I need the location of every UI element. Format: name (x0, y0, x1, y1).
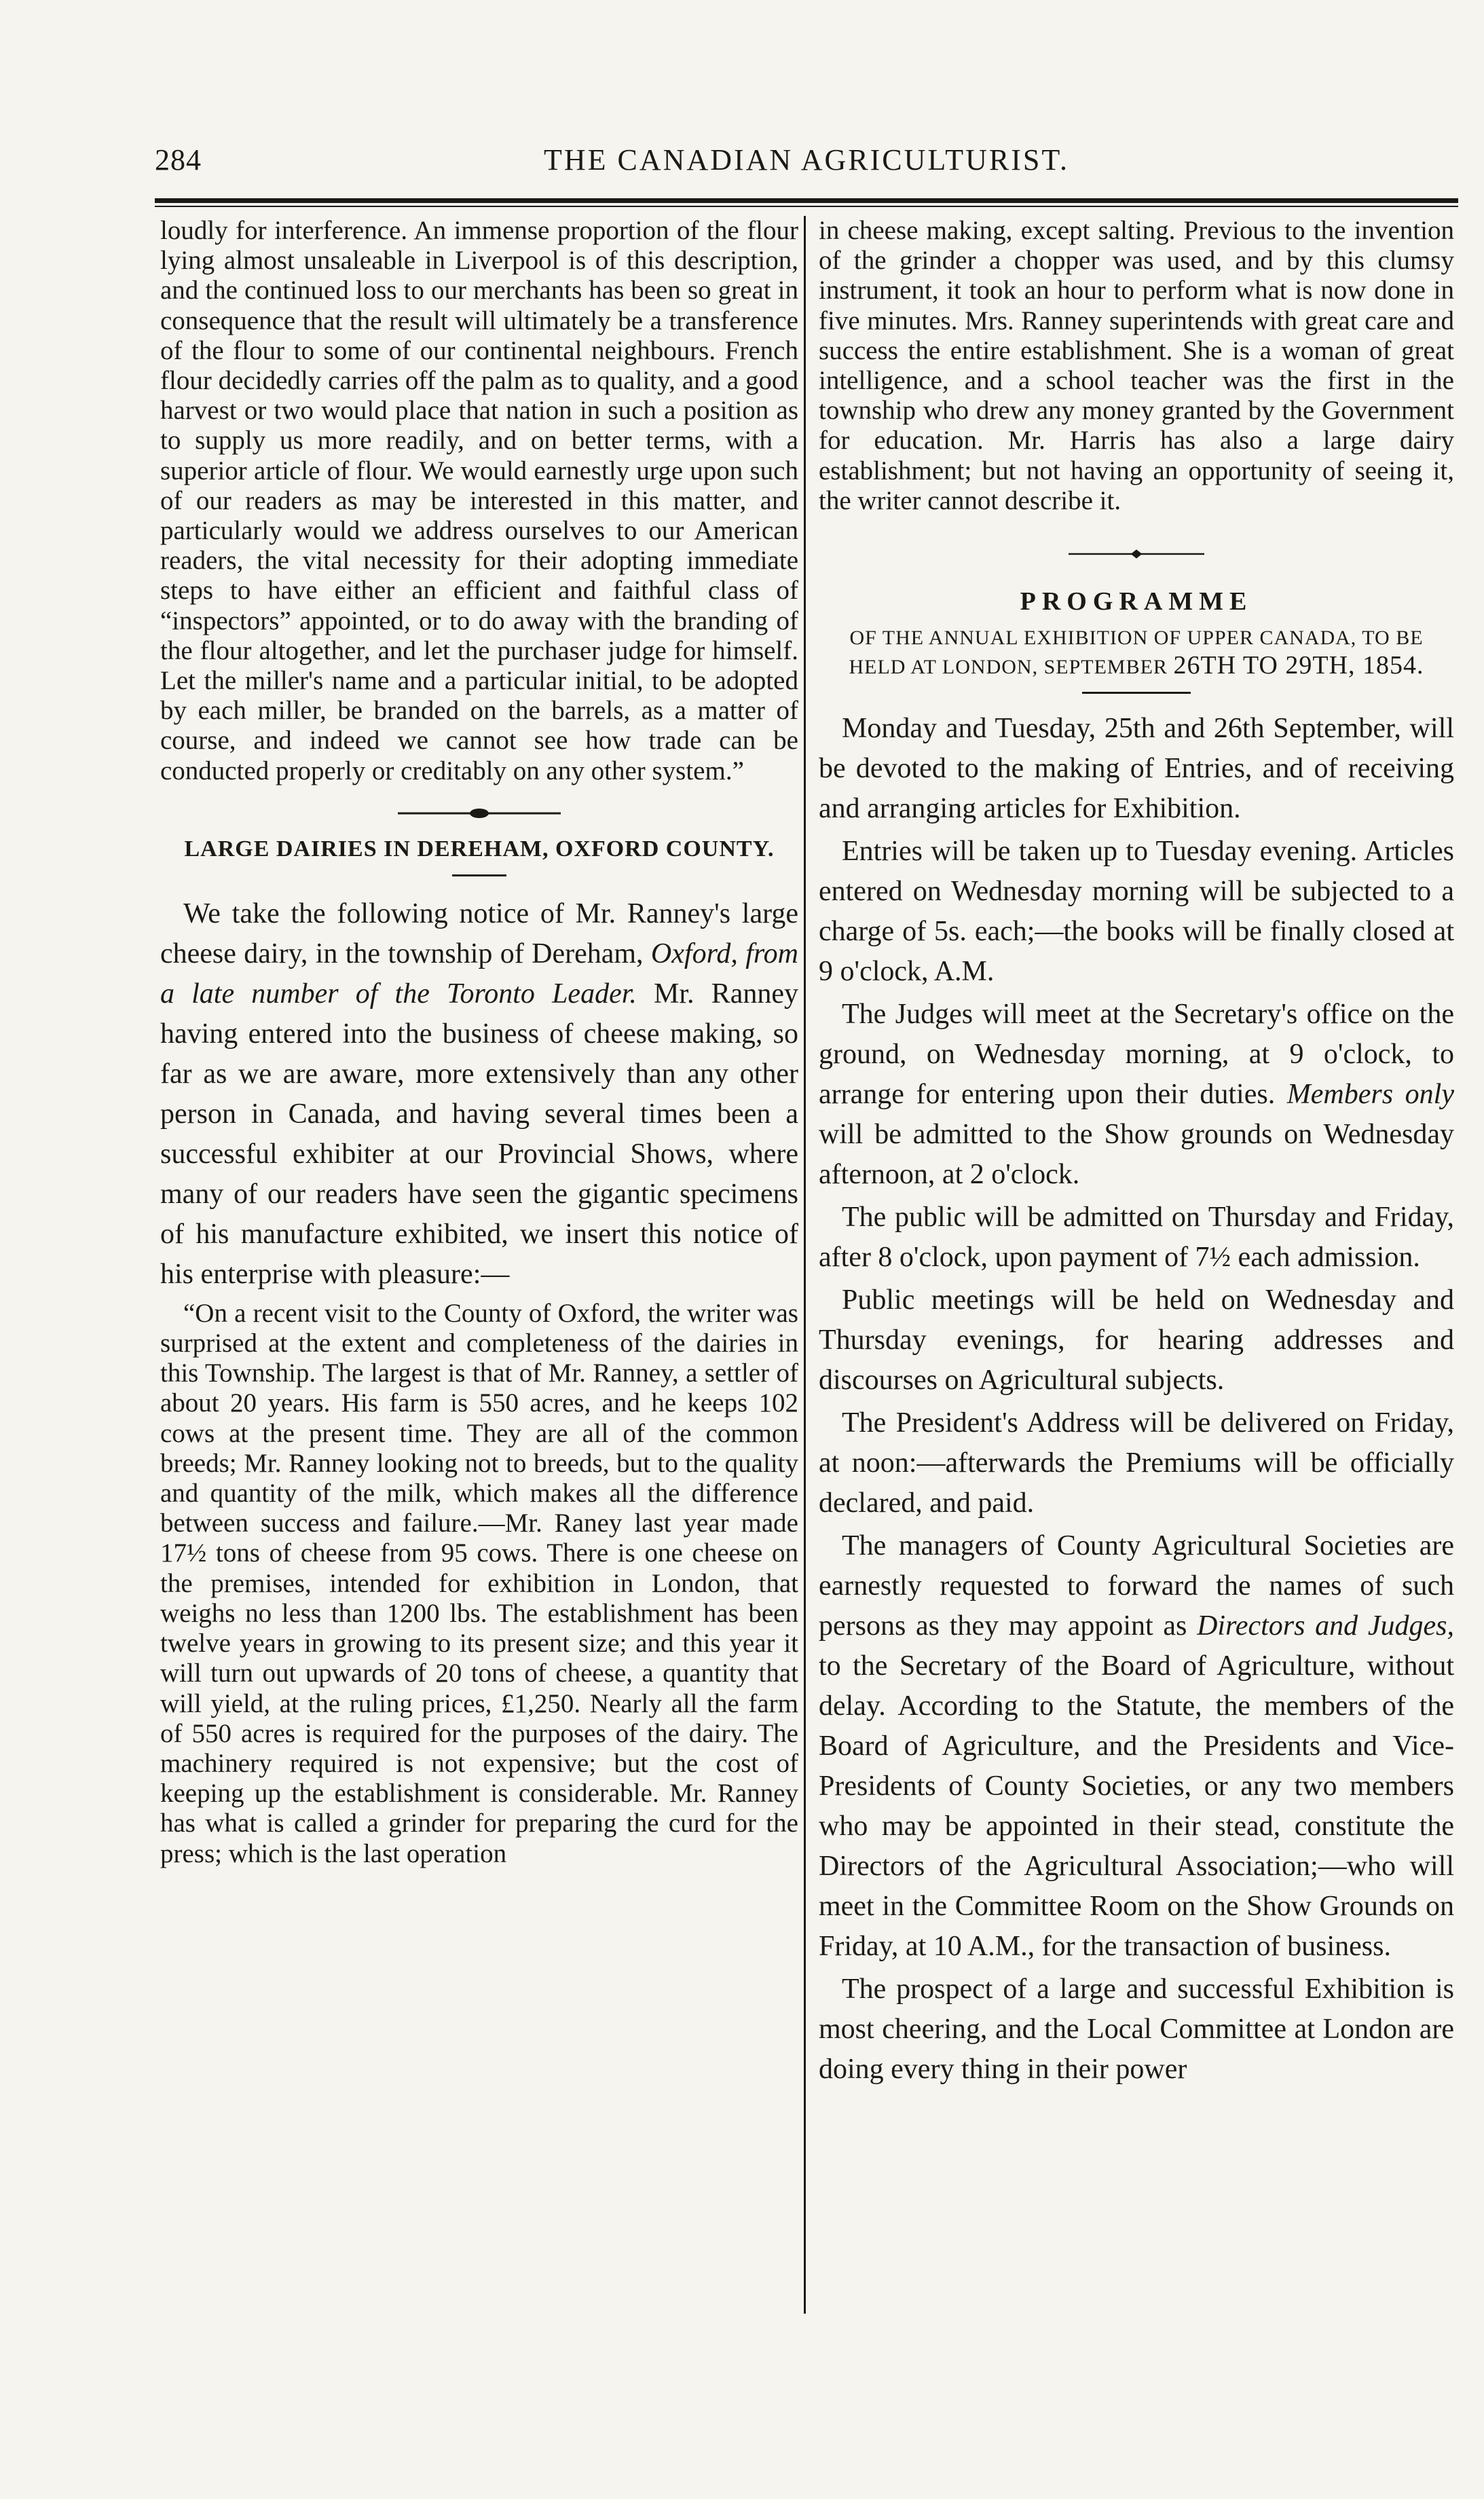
programme-paragraph-1: Monday and Tuesday, 25th and 26th September, will be devoted to the making of Entries, and of receiving and arranging articles for Exhibition. (819, 713, 1454, 825)
programme-rule (1082, 692, 1191, 694)
section-ornament (398, 807, 561, 820)
p3-text: The Judges will meet at the Secretary's office on the ground, on Wednesday morning, at 9 o'clock, to arrange for entering upon their duties. (819, 999, 1454, 1111)
programme-paragraph-7 (819, 1526, 1454, 1967)
header-rule-thick (155, 198, 1458, 203)
programme-subtitle (826, 625, 1447, 681)
intro-italic-text: Oxford, from a late number of the Toronto Leader. (160, 938, 798, 1010)
p7-italic-text: Directors and Judges, (1197, 1610, 1455, 1642)
right-column (819, 216, 1454, 2092)
p3-text-continued: will be admitted to the Show grounds on Wednesday afternoon, at 2 o'clock. (819, 1119, 1454, 1191)
programme-subtitle-text: OF THE ANNUAL EXHIBITION OF UPPER CANADA, TO BE HELD AT LONDON, SEPTEMBER (849, 627, 1424, 679)
intro-text: We take the following notice of Mr. Ranney's large cheese dairy, in the township of Dereham, (160, 897, 798, 969)
programme-paragraph-6: The President's Address will be delivered on Friday, at noon:—afterwards the Premiums will be officially declared, and paid. (819, 1407, 1454, 1519)
dairies-intro-paragraph (160, 894, 798, 1295)
p3-italic-text: Members only (1286, 1079, 1454, 1111)
programme-body (819, 709, 1454, 2090)
page-number: 284 (155, 143, 202, 177)
dairies-heading: LARGE DAIRIES IN DEREHAM, OXFORD COUNTY. (184, 836, 775, 862)
dairies-continuation: in cheese making, except salting. Previous to the invention of the grinder a chopper was used, and by this clumsy instrument, it took an hour to perform what is now done in five minutes. Mrs. Ranney superintends with great care and success the entire establishment. She is a woman of great intelligence, and a school teacher was the first in the township who drew any money granted by the Government for education. Mr. Harris has also a large dairy establishment; but not having an opportunity of seeing it, the writer cannot describe it. (819, 216, 1454, 515)
p7-text: The managers of County Agricultural Societies are earnestly requested to forward the names of such persons as they may appoint as (819, 1530, 1454, 1642)
programme-subtitle-dates: 26TH TO 29TH, 1854. (1173, 651, 1424, 680)
left-column (160, 216, 798, 1869)
section-ornament (1069, 547, 1204, 561)
p7-text-continued: to the Secretary of the Board of Agriculture, without delay. According to the Statute, the members of the Board of Agriculture, and the Presidents and Vice-Presidents of County Societies, or any two members who may be appointed in their stead, constitute the Directors of the Agricultural Association;—who will meet in the Committee Room on the Show Grounds on Friday, at 10 A.M., for the transaction of business. (819, 1650, 1454, 1963)
header-rule-thin (155, 206, 1458, 207)
programme-paragraph-3 (819, 995, 1454, 1195)
column-divider (804, 216, 806, 2314)
programme-title: PROGRAMME (1020, 587, 1253, 616)
running-title: THE CANADIAN AGRICULTURIST. (544, 143, 1069, 177)
flour-article-continuation: loudly for interference. An immense proportion of the flour lying almost unsaleable in Liverpool is of this description, and the continued loss to our merchants has been so great in consequence that the result will ultimately be a transference of the flour to some of our continental neighbours. French flour decidedly carries off the palm as to quality, and a good harvest or two would place that nation in such a position as to supply us more readily, and on better terms, with a superior article of flour. We would earnestly urge upon such of our readers as may be interested in this matter, and particularly would we address ourselves to our American readers, the vital necessity for their adopting immediate steps to have either an efficient and faithful class of “inspectors” appointed, or to do away with the branding of the flour altogether, and let the purchaser judge for himself. Let the miller's name and a particular initial, to be adopted by each miller, be branded on the barrels, as a matter of course, and indeed we cannot see how trade can be conducted properly or creditably on any other system.” (160, 216, 798, 785)
programme-paragraph-5: Public meetings will be held on Wednesday and Thursday evenings, for hearing addresses and discourses on Agricultural subjects. (819, 1284, 1454, 1396)
heading-rule (452, 874, 506, 876)
programme-paragraph-8: The prospect of a large and successful Exhibition is most cheering, and the Local Committee at London are doing every thing in their power (819, 1974, 1454, 2086)
page-header (155, 143, 1458, 190)
programme-paragraph-4: The public will be admitted on Thursday and Friday, after 8 o'clock, upon payment of 7½ each admission. (819, 1202, 1454, 1274)
intro-text-continued: Mr. Ranney having entered into the business of cheese making, so far as we are aware, more extensively than any other person in Canada, and having several times been a successful exhibiter at our Provincial Shows, where many of our readers have seen the gigantic specimens of his manufacture exhibited, we insert this notice of his enterprise with pleasure:— (160, 978, 798, 1290)
dairies-quote-paragraph: “On a recent visit to the County of Oxford, the writer was surprised at the extent and completeness of the dairies in this Township. The largest is that of Mr. Ranney, a settler of about 20 years. His farm is 550 acres, and he keeps 102 cows at the present time. They are all of the common breeds; Mr. Ranney looking not to breeds, but to the quality and quantity of the milk, which makes all the difference between success and failure.—Mr. Raney last year made 17½ tons of cheese from 95 cows. There is one cheese on the premises, intended for exhibition in London, that weighs no less than 1200 lbs. The establishment has been twelve years in growing to its present size; and this year it will turn out upwards of 20 tons of cheese, a quantity that will yield, at the ruling prices, £1,250. Nearly all the farm of 550 acres is required for the purposes of the dairy. The machinery required is not expensive; but the cost of keeping up the establishment is considerable. Mr. Ranney has what is called a grinder for preparing the curd for the press; which is the last operation (160, 1298, 798, 1868)
programme-paragraph-2: Entries will be taken up to Tuesday evening. Articles entered on Wednesday morning will be subjected to a charge of 5s. each;—the books will be finally closed at 9 o'clock, A.M. (819, 836, 1454, 988)
